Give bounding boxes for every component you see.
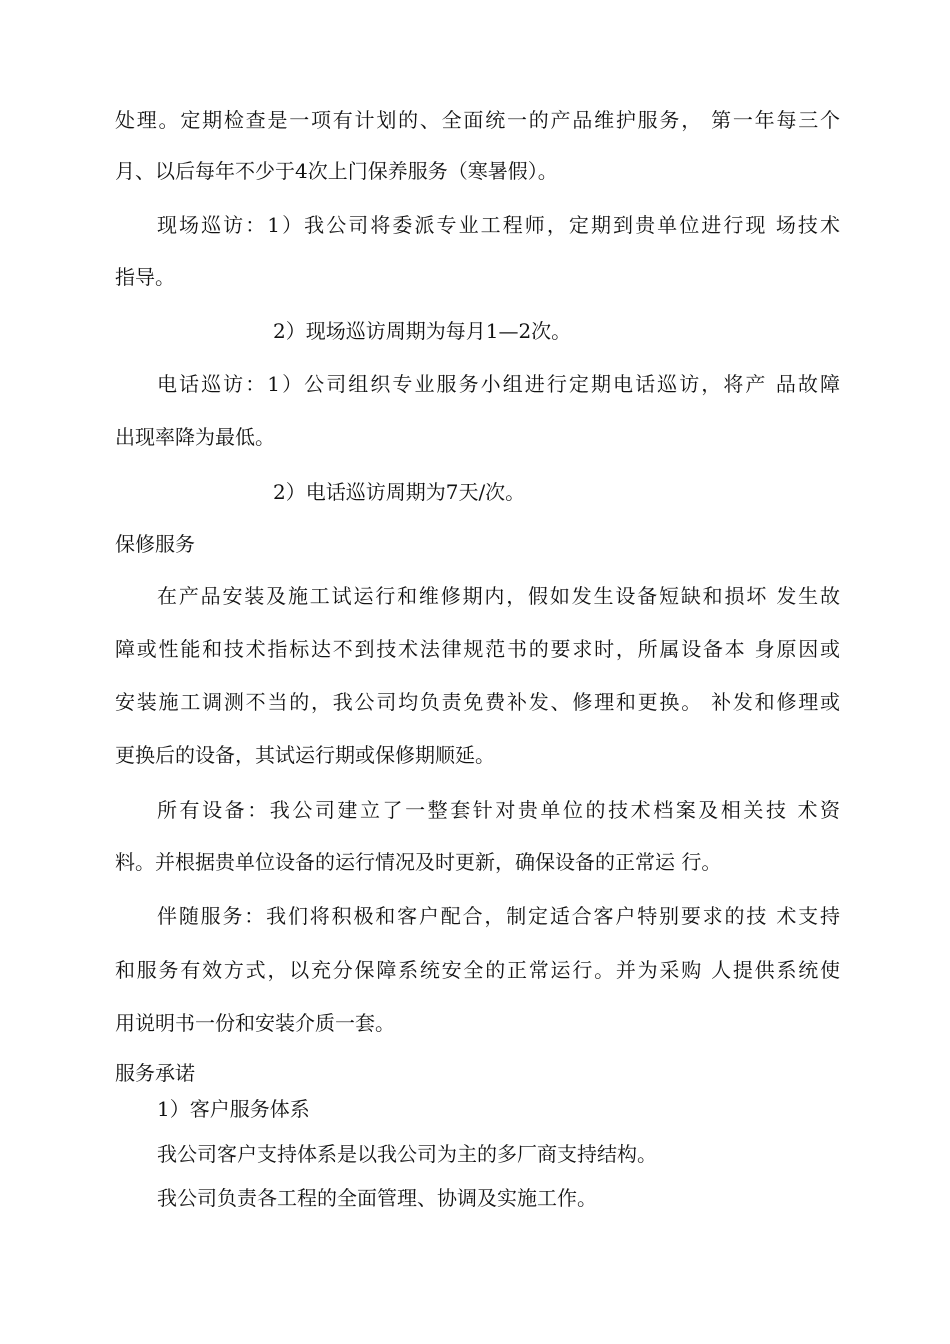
- section-heading-service-commitment: 服务承诺: [115, 1061, 195, 1085]
- body-line: 出现率降为最低。: [115, 425, 275, 449]
- paragraph-onsite-visit: 现场巡访：1）我公司将委派专业工程师，定期到贵单位进行现 场技术: [157, 213, 840, 237]
- paragraph-accompany-service: 伴随服务：我们将积极和客户配合，制定适合客户特别要求的技 术支持: [157, 904, 840, 928]
- paragraph-warranty: 在产品安装及施工试运行和维修期内，假如发生设备短缺和损坏 发生故: [157, 584, 840, 608]
- body-line: 安装施工调测不当的，我公司均负责免费补发、修理和更换。 补发和修理或: [115, 690, 840, 714]
- body-line: 我公司负责各工程的全面管理、协调及实施工作。: [157, 1186, 597, 1210]
- body-line: 料。并根据贵单位设备的运行情况及时更新，确保设备的正常运 行。: [115, 850, 722, 874]
- onsite-visit-period: 2）现场巡访周期为每月1—2次。: [273, 319, 572, 343]
- body-line: 更换后的设备，其试运行期或保修期顺延。: [115, 743, 495, 767]
- paragraph-all-equipment: 所有设备：我公司建立了一整套针对贵单位的技术档案及相关技 术资: [157, 798, 840, 822]
- body-line: 和服务有效方式，以充分保障系统安全的正常运行。并为采购 人提供系统使: [115, 958, 840, 982]
- body-line: 我公司客户支持体系是以我公司为主的多厂商支持结构。: [157, 1142, 657, 1166]
- subheading-customer-service-system: 1）客户服务体系: [157, 1097, 310, 1121]
- paragraph-phone-visit: 电话巡访：1）公司组织专业服务小组进行定期电话巡访，将产 品故障: [157, 372, 840, 396]
- body-line: 障或性能和技术指标达不到技术法律规范书的要求时，所属设备本 身原因或: [115, 637, 840, 661]
- phone-visit-period: 2）电话巡访周期为7天/次。: [273, 480, 526, 504]
- section-heading-warranty: 保修服务: [115, 532, 195, 556]
- body-line: 月、以后每年不少于4次上门保养服务（寒暑假）。: [115, 159, 558, 183]
- body-line: 指导。: [115, 265, 175, 289]
- body-line: 用说明书一份和安装介质一套。: [115, 1011, 395, 1035]
- body-line: 处理。定期检查是一项有计划的、全面统一的产品维护服务， 第一年每三个: [115, 108, 840, 132]
